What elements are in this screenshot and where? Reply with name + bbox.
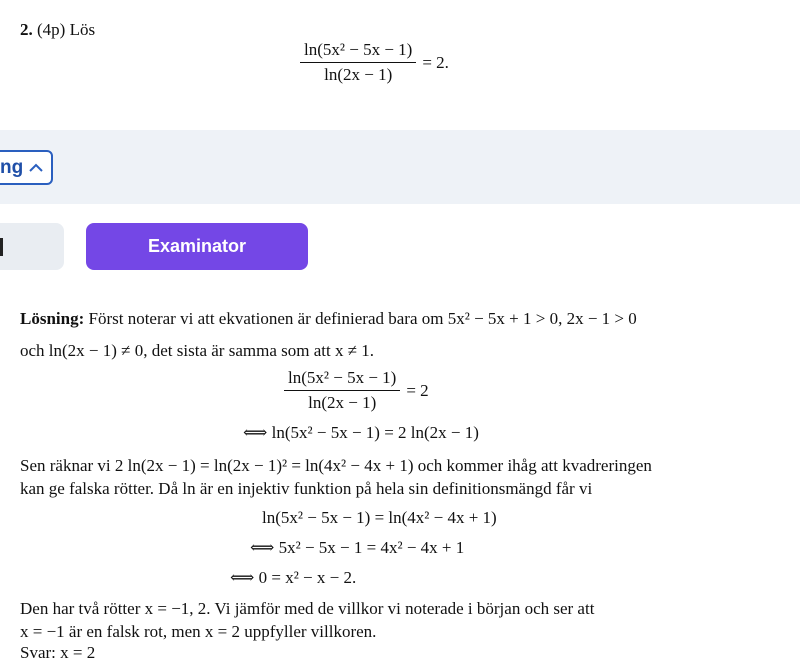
solution-toggle-band xyxy=(0,130,800,204)
solution-toggle-label: ng xyxy=(0,156,24,178)
problem-fraction xyxy=(300,40,416,85)
examiner-button[interactable] xyxy=(86,223,308,270)
solution-answer: Svar: x = 2 xyxy=(20,643,96,662)
solution-equation-1 xyxy=(284,368,429,413)
solution-paragraph-1b: och ln(2x − 1) ≠ 0, det sista är samma som att x ≠ 1. xyxy=(20,341,375,360)
solution-denominator: ln(2x − 1) xyxy=(308,393,377,412)
solution-paragraph-1a xyxy=(20,309,637,329)
solution-numerator: ln(5x² − 5x − 1) xyxy=(284,368,400,391)
solution-equation-2: ⟺ ln(5x² − 5x − 1) = 2 ln(2x − 1) xyxy=(243,423,479,442)
solution-equation-3: ln(5x² − 5x − 1) = ln(4x² − 4x + 1) xyxy=(262,508,497,527)
problem-instruction: Lös xyxy=(69,20,96,39)
solution-eq1-rhs: = 2 xyxy=(406,380,429,400)
solution-heading: Lösning: xyxy=(20,309,85,328)
solution-text-1a: Först noterar vi att ekvationen är definierad bara om 5x² − 5x + 1 > 0, 2x − 1 > 0 xyxy=(88,309,637,328)
solution-toggle-button[interactable] xyxy=(0,150,53,185)
problem-denominator: ln(2x − 1) xyxy=(324,65,393,84)
solution-paragraph-2a: Sen räknar vi 2 ln(2x − 1) = ln(2x − 1)² = ln(4x² − 4x + 1) och kommer ihåg att kvadreringen xyxy=(20,456,652,475)
solution-paragraph-3b: x = −1 är en falsk rot, men x = 2 uppfyller villkoren. xyxy=(20,622,377,641)
problem-numerator: ln(5x² − 5x − 1) xyxy=(300,40,416,63)
student-button[interactable] xyxy=(0,223,64,270)
problem-statement xyxy=(20,20,95,40)
solution-paragraph-2b: kan ge falska rötter. Då ln är en injektiv funktion på hela sin definitionsmängd får vi xyxy=(20,479,593,498)
solution-equation-5: ⟺ 0 = x² − x − 2. xyxy=(230,568,357,587)
chevron-up-icon xyxy=(29,160,43,176)
problem-rhs: = 2. xyxy=(422,52,449,72)
solution-equation-4: ⟺ 5x² − 5x − 1 = 4x² − 4x + 1 xyxy=(250,538,465,557)
examiner-button-label: Examinator xyxy=(147,236,247,256)
solution-fraction xyxy=(284,368,400,413)
solution-paragraph-3a: Den har två rötter x = −1, 2. Vi jämför med de villkor vi noterade i början och ser att xyxy=(20,599,595,618)
problem-equation xyxy=(300,40,449,85)
problem-points: (4p) xyxy=(37,20,66,39)
problem-number: 2. xyxy=(20,20,33,39)
button-label-fragment xyxy=(0,238,3,256)
